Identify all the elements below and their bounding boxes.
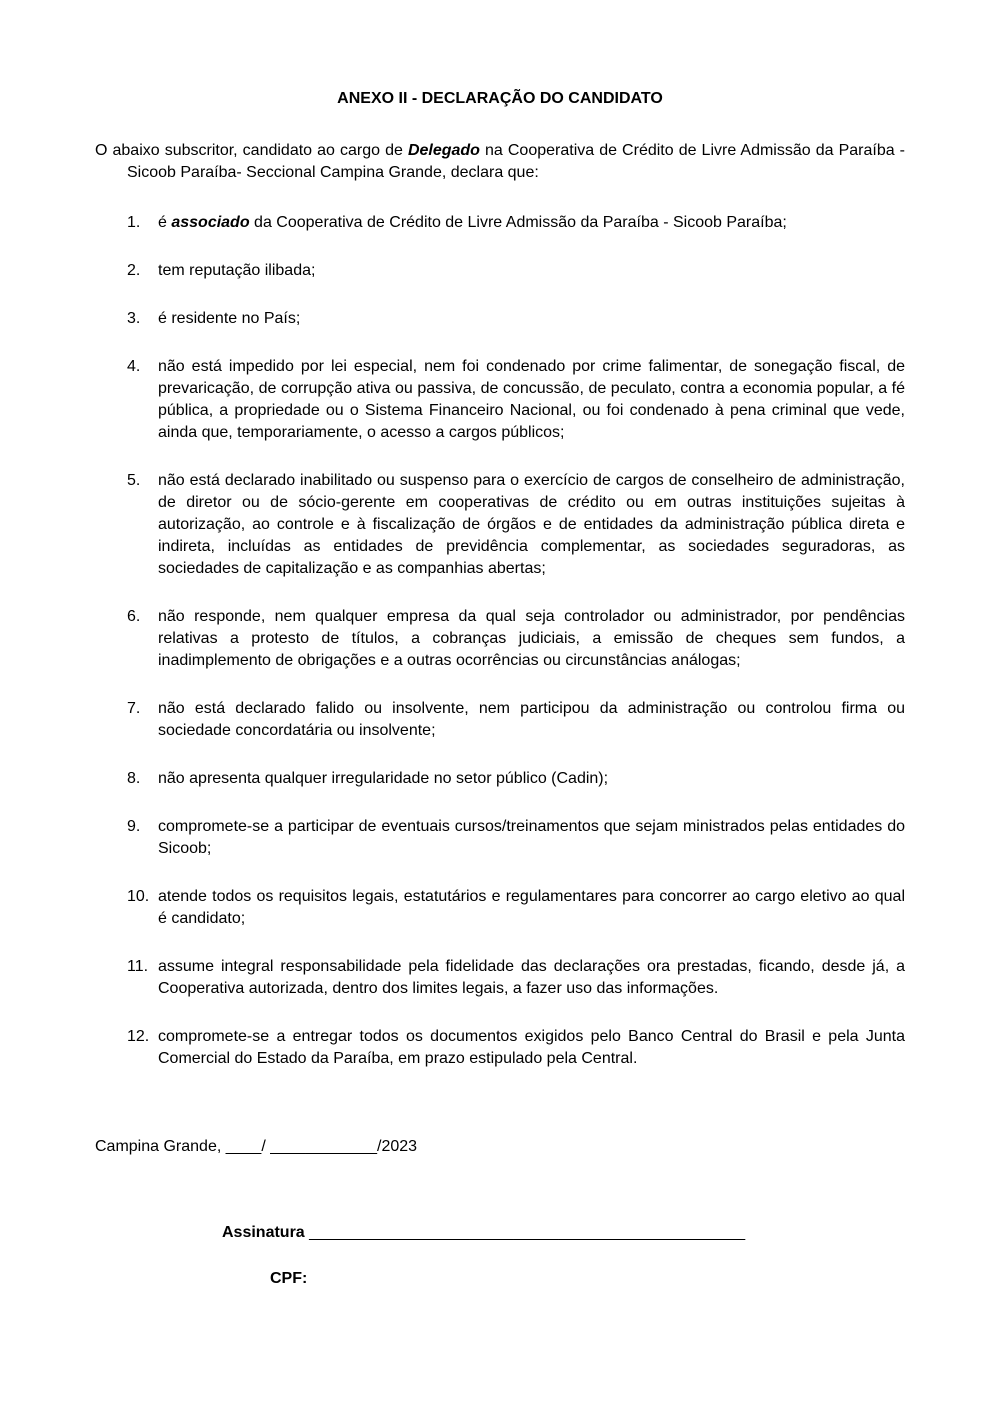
declaration-item-12 xyxy=(127,1026,905,1070)
item-number: 7. xyxy=(127,700,141,717)
item-number: 8. xyxy=(127,770,141,787)
item-number: 12. xyxy=(127,1028,150,1045)
declaration-item-1 xyxy=(127,212,905,234)
declaration-item-4 xyxy=(127,356,905,444)
item-text: tem reputação ilibada; xyxy=(158,262,316,279)
declaration-item-9 xyxy=(127,816,905,860)
item-text: assume integral responsabilidade pela fidelidade das declarações ora prestadas, ficando, desde já, a Cooperativa autorizada, dentro dos limites legais, a fazer uso das informações. xyxy=(158,958,905,997)
item-number: 5. xyxy=(127,472,141,489)
item-number: 4. xyxy=(127,358,141,375)
declaration-item-8 xyxy=(127,768,905,790)
declaration-item-7 xyxy=(127,698,905,742)
item-text: não está declarado falido ou insolvente, nem participou da administração ou controlou firma ou sociedade concordatária ou insolvente; xyxy=(158,700,905,739)
item-text: não está impedido por lei especial, nem foi condenado por crime falimentar, de sonegação fiscal, de prevaricação, de corrupção ativa ou passiva, de concussão, de peculato, contra a economia popular, a fé pública, a propriedade ou o Sistema Financeiro Nacional, ou foi condenado à pena criminal que vede, ainda que, temporariamente, o acesso a cargos públicos; xyxy=(158,358,905,441)
date-line: Campina Grande, ____/ ____________/2023 xyxy=(95,1138,418,1155)
item-text-suffix: da Cooperativa de Crédito de Livre Admissão da Paraíba - Sicoob Paraíba; xyxy=(249,214,787,231)
declaration-item-10 xyxy=(127,886,905,930)
declaration-list xyxy=(95,212,905,1070)
item-text xyxy=(158,212,905,234)
intro-prefix: O abaixo subscritor, candidato ao cargo de xyxy=(95,142,408,159)
declaration-item-3 xyxy=(127,308,905,330)
item-text: atende todos os requisitos legais, estatutários e regulamentares para concorrer ao cargo eletivo ao qual é candidato; xyxy=(158,888,905,927)
declaration-item-6 xyxy=(127,606,905,672)
item-number: 6. xyxy=(127,608,141,625)
declaration-item-11 xyxy=(127,956,905,1000)
signature-block xyxy=(222,1222,905,1244)
signature-underline: _________________________________________________ xyxy=(309,1224,746,1241)
item-text: não apresenta qualquer irregularidade no setor público (Cadin); xyxy=(158,770,609,787)
item-text-emphasis: associado xyxy=(171,214,250,231)
signature-label: Assinatura xyxy=(222,1224,305,1241)
declaration-item-5 xyxy=(127,470,905,580)
item-number: 11. xyxy=(127,958,149,975)
item-text: é residente no País; xyxy=(158,310,301,327)
document-title: ANEXO II - DECLARAÇÃO DO CANDIDATO xyxy=(337,90,663,107)
item-number: 10. xyxy=(127,888,150,905)
cpf-label: CPF: xyxy=(270,1270,308,1287)
intro-emphasis: Delegado xyxy=(407,142,480,159)
item-number: 3. xyxy=(127,310,141,327)
item-number: 9. xyxy=(127,818,141,835)
item-text: compromete-se a participar de eventuais cursos/treinamentos que sejam ministrados pelas entidades do Sicoob; xyxy=(158,818,905,857)
item-number: 1. xyxy=(127,214,141,231)
item-text: não está declarado inabilitado ou suspenso para o exercício de cargos de conselheiro de administração, de diretor ou de sócio-gerente em cooperativas de crédito ou em outras instituições sujeitas à autorização, ao controle e à fiscalização de órgãos e de entidades da administração pública direta e indireta, incluídas as entidades de previdência complementar, as sociedades seguradoras, as sociedades de capitalização e as companhias abertas; xyxy=(158,472,905,577)
item-text: compromete-se a entregar todos os documentos exigidos pelo Banco Central do Brasil e pela Junta Comercial do Estado da Paraíba, em prazo estipulado pela Central. xyxy=(158,1028,905,1067)
item-text-prefix: é xyxy=(158,214,172,231)
declaration-item-2 xyxy=(127,260,905,282)
item-number: 2. xyxy=(127,262,141,279)
intro-paragraph xyxy=(95,140,905,184)
intro-suffix: na Cooperativa de Crédito de Livre Admissão da Paraíba - Sicoob Paraíba- Seccional Campina Grande, declara que: xyxy=(127,142,905,181)
item-text: não responde, nem qualquer empresa da qual seja controlador ou administrador, por pendências relativas a protesto de títulos, a cobranças judiciais, a emissão de cheques sem fundos, a inadimplemento de obrigações e a outras ocorrências ou circunstâncias análogas; xyxy=(158,608,905,669)
